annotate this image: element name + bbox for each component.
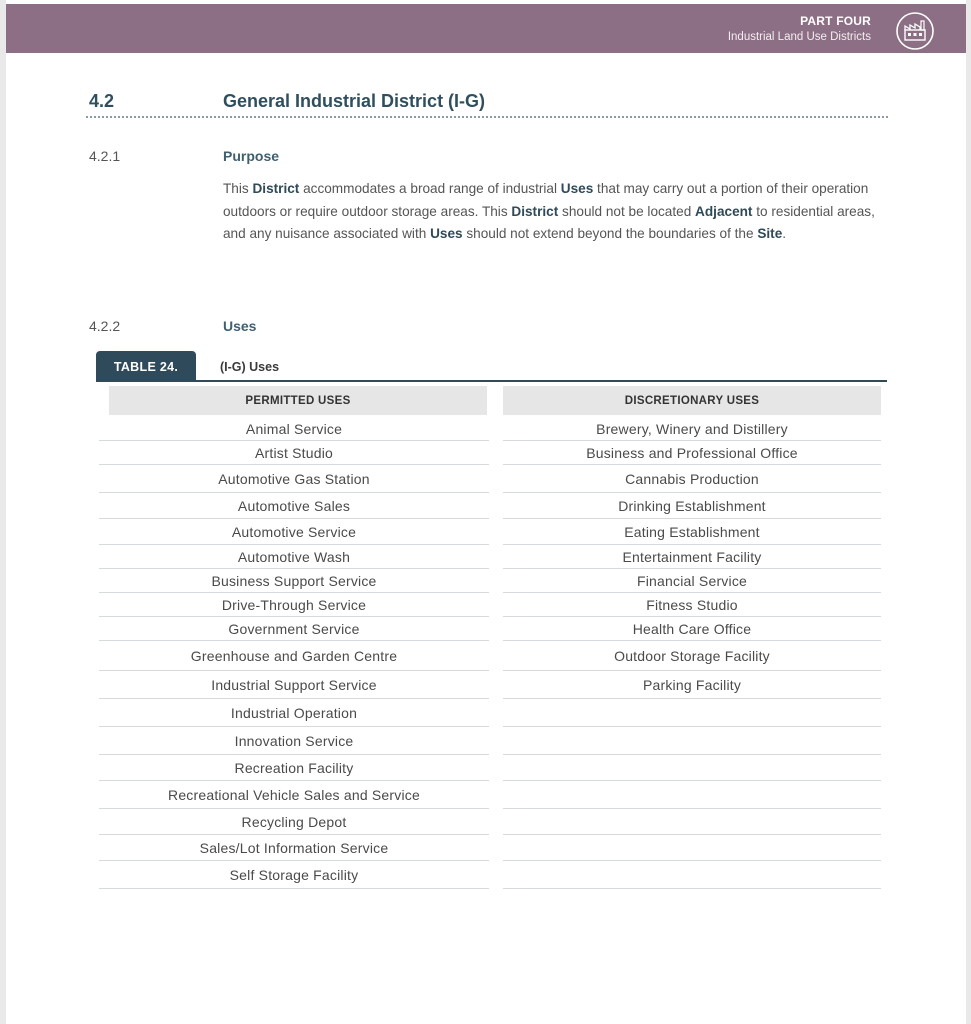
discretionary-use-row: Health Care Office: [503, 618, 881, 641]
permitted-use-row: Automotive Sales: [99, 494, 489, 519]
permitted-use-row: Sales/Lot Information Service: [99, 836, 489, 861]
part-subtitle: Industrial Land Use Districts: [727, 31, 871, 43]
permitted-uses-list: [99, 0, 489, 1024]
part-label: PART FOUR: [800, 14, 871, 28]
discretionary-use-row: [503, 782, 881, 809]
discretionary-use-row: [503, 810, 881, 835]
table-label: TABLE 24.: [96, 351, 196, 382]
permitted-use-row: Self Storage Facility: [99, 862, 489, 889]
discretionary-use-row: [503, 700, 881, 727]
discretionary-use-row: Entertainment Facility: [503, 546, 881, 569]
permitted-use-row: Industrial Support Service: [99, 672, 489, 699]
permitted-use-row: Automotive Gas Station: [99, 466, 489, 493]
document-page: [6, 0, 966, 1024]
defined-term: Uses: [430, 226, 463, 241]
purpose-text-run: that may carry out a portion of their operation outdoors or require outdoor storage areas. This: [223, 181, 869, 219]
defined-term: District: [511, 203, 559, 219]
purpose-text-run: should not be located: [558, 203, 696, 219]
factory-icon: [895, 11, 935, 51]
permitted-use-row: Recreational Vehicle Sales and Service: [99, 782, 489, 809]
permitted-use-row: Recycling Depot: [99, 810, 489, 835]
discretionary-use-row: Parking Facility: [503, 672, 881, 699]
permitted-use-row: Greenhouse and Garden Centre: [99, 642, 489, 671]
discretionary-use-row: Fitness Studio: [503, 594, 881, 617]
permitted-use-row: Government Service: [99, 618, 489, 641]
permitted-uses-header: PERMITTED USES: [109, 386, 487, 415]
purpose-title: Purpose: [223, 148, 280, 164]
discretionary-use-row: [503, 728, 881, 755]
discretionary-uses-list: [503, 0, 881, 1024]
discretionary-use-row: Brewery, Winery and Distillery: [503, 418, 881, 441]
section-title: General Industrial District (I-G): [223, 91, 486, 111]
discretionary-use-row: Business and Professional Office: [503, 442, 881, 465]
permitted-use-row: Automotive Service: [99, 520, 489, 545]
discretionary-use-row: [503, 756, 881, 781]
discretionary-uses-header: DISCRETIONARY USES: [503, 386, 881, 415]
permitted-use-row: Drive-Through Service: [99, 594, 489, 617]
uses-title: Uses: [223, 318, 257, 334]
permitted-use-row: Automotive Wash: [99, 546, 489, 569]
discretionary-use-row: Financial Service: [503, 570, 881, 593]
permitted-use-row: Artist Studio: [99, 442, 489, 465]
purpose-number: 4.2.1: [89, 148, 121, 164]
purpose-text-run: This: [223, 181, 253, 196]
discretionary-use-row: Cannabis Production: [503, 466, 881, 493]
defined-term: District: [252, 181, 300, 196]
purpose-text-run: .: [782, 226, 787, 241]
section-number: 4.2: [89, 91, 115, 111]
uses-number: 4.2.2: [89, 318, 121, 334]
purpose-text-run: to residential areas, and any nuisance associated with: [223, 203, 875, 241]
defined-term: Adjacent: [695, 203, 753, 219]
permitted-use-row: Recreation Facility: [99, 756, 489, 781]
table-title: (I-G) Uses: [220, 360, 280, 374]
purpose-text-run: accommodates a broad range of industrial: [299, 181, 561, 196]
discretionary-use-row: [503, 836, 881, 861]
defined-term: Site: [757, 226, 783, 241]
permitted-use-row: Business Support Service: [99, 570, 489, 593]
purpose-text-run: should not extend beyond the boundaries of the: [462, 226, 758, 241]
discretionary-use-row: [503, 862, 881, 889]
permitted-use-row: Animal Service: [99, 418, 489, 441]
discretionary-use-row: Outdoor Storage Facility: [503, 642, 881, 671]
discretionary-use-row: Eating Establishment: [503, 520, 881, 545]
permitted-use-row: Innovation Service: [99, 728, 489, 755]
discretionary-use-row: Drinking Establishment: [503, 494, 881, 519]
permitted-use-row: Industrial Operation: [99, 700, 489, 727]
defined-term: Uses: [560, 181, 594, 196]
